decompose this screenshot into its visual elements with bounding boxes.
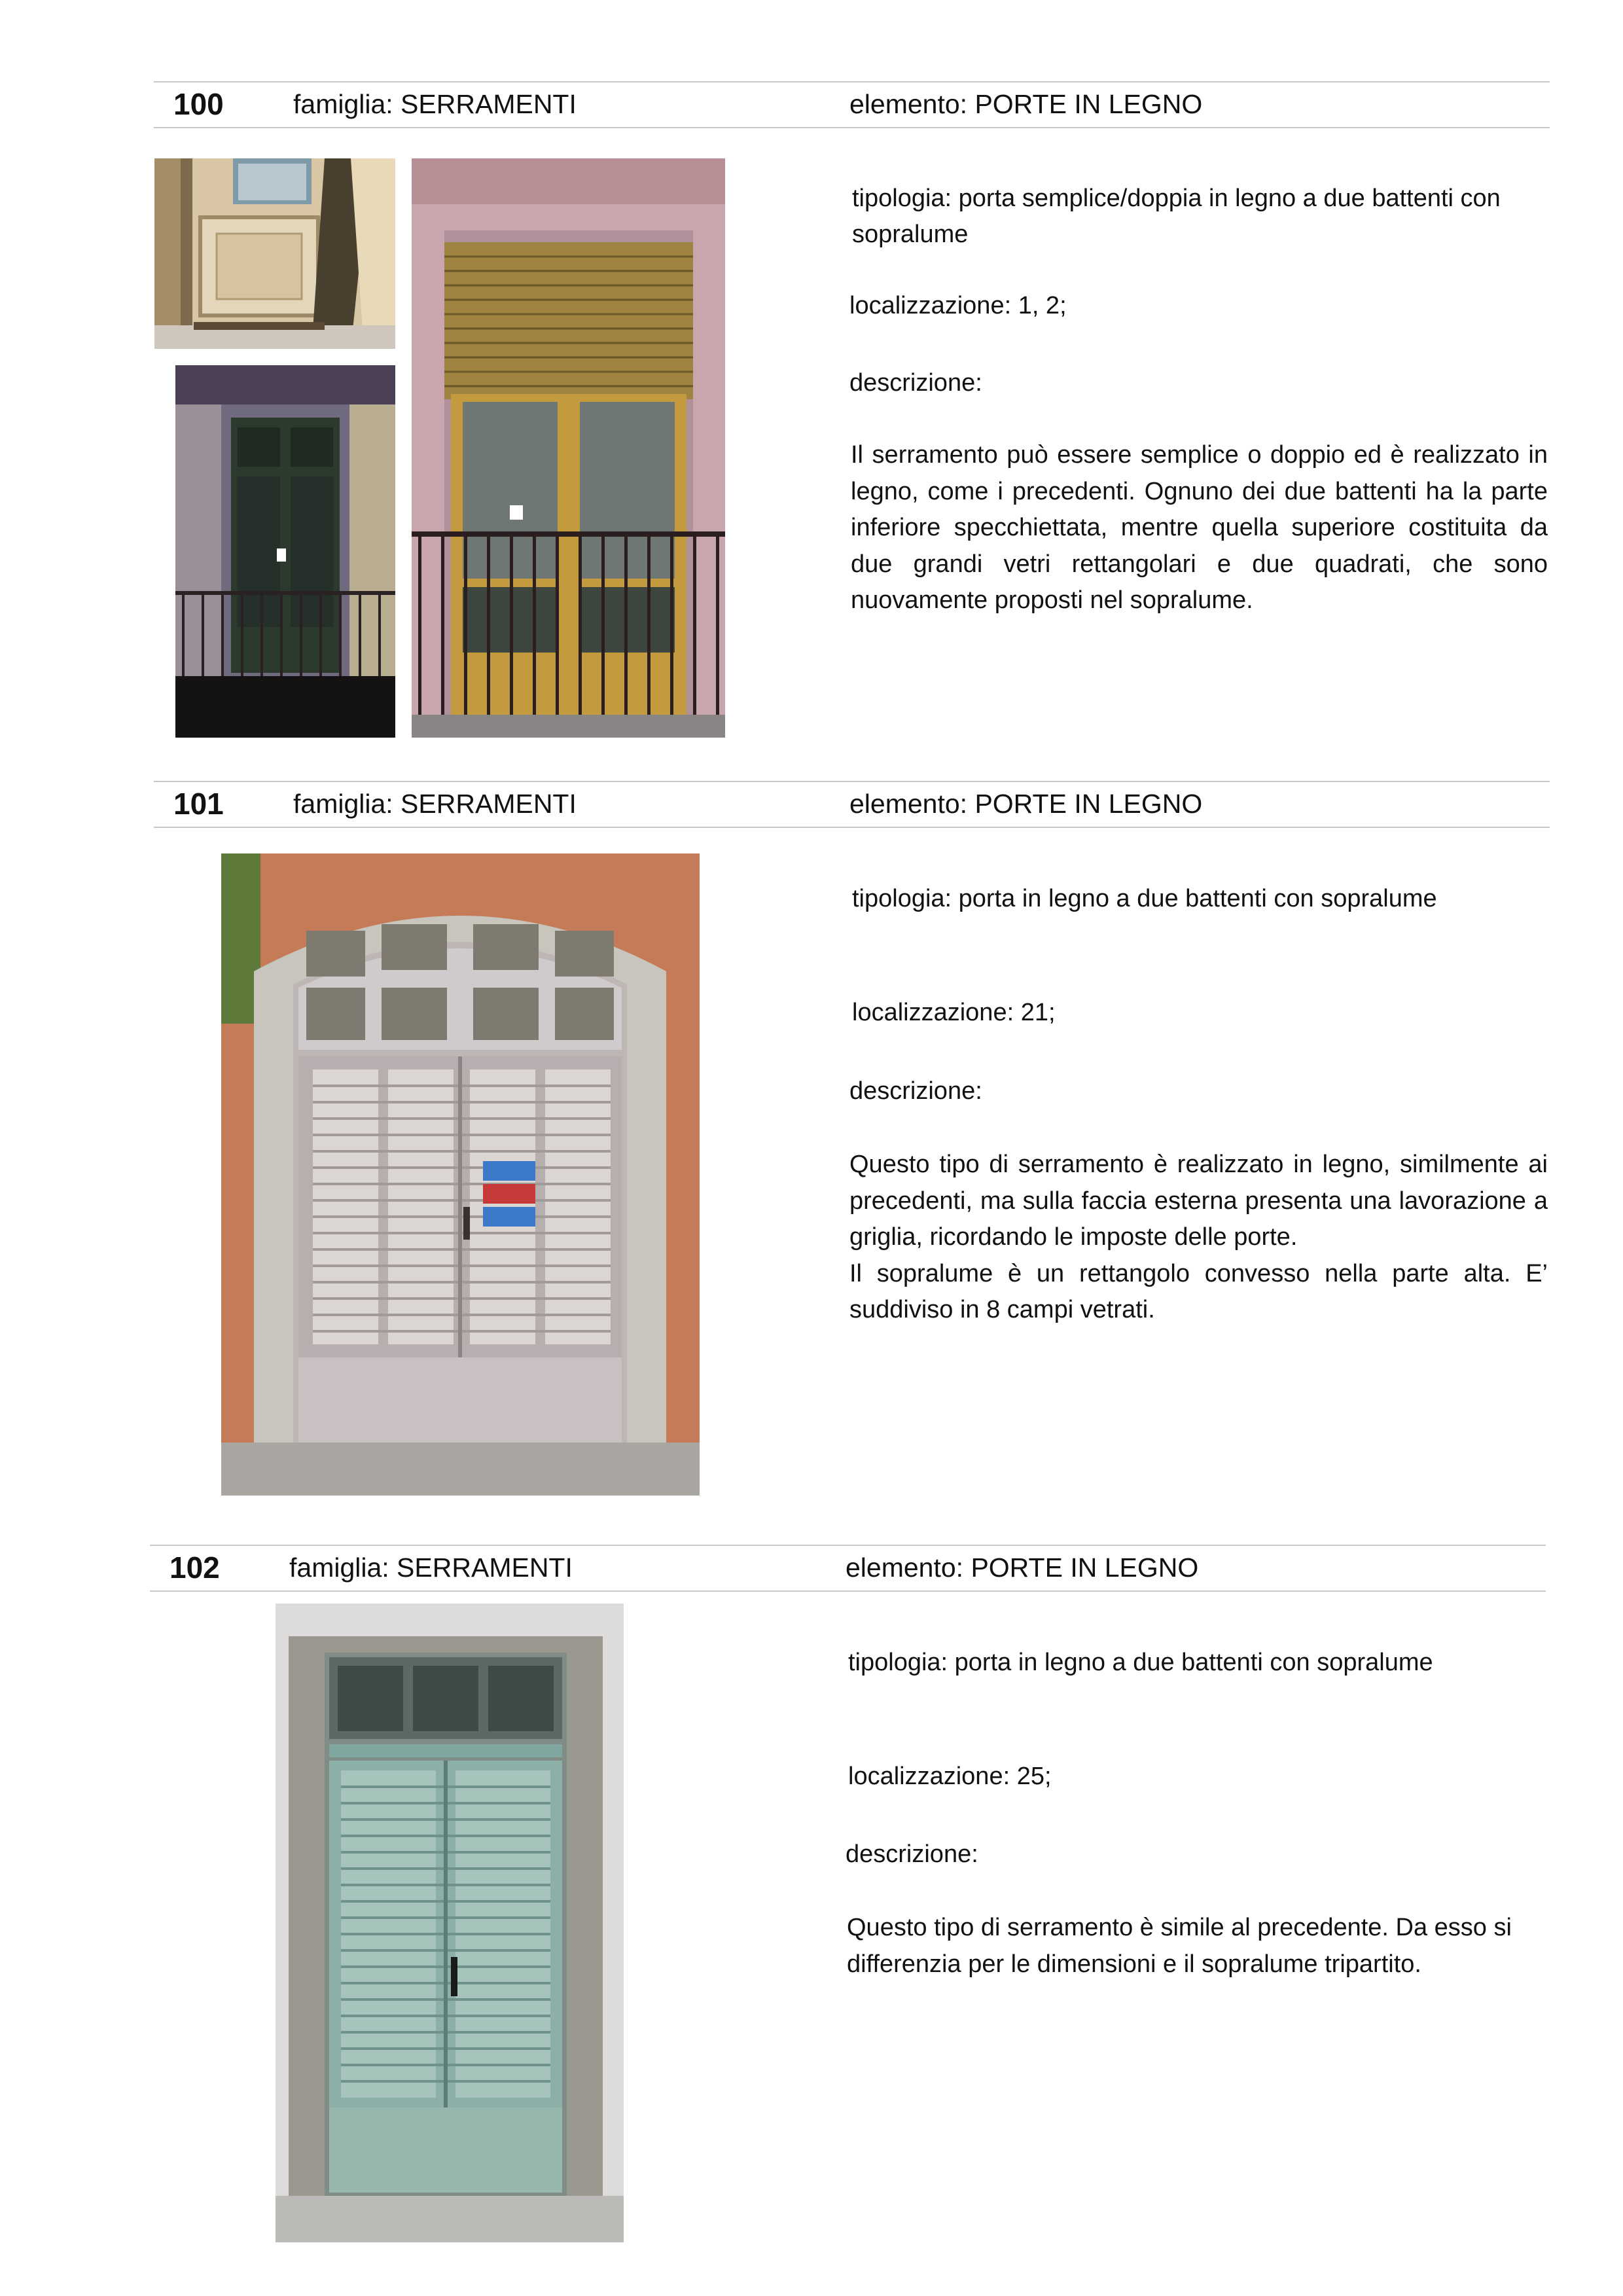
entry-101-bottom-rule	[154, 827, 1550, 828]
photo-balcony-door-small	[175, 365, 395, 738]
photo-louvered-door-arched	[221, 853, 700, 1496]
descrizione-paragraph: Questo tipo di serramento è realizzato in legno, similmente ai precedenti, ma sulla faccia esterna presenta una lavorazione a griglia, ricordando le imposte delle porte.	[849, 1151, 1548, 1251]
entry-number: 102	[169, 1551, 220, 1585]
family-label: famiglia: SERRAMENTI	[289, 1552, 573, 1583]
entry-number: 101	[173, 787, 224, 821]
localizzazione-text: localizzazione: 25;	[848, 1763, 1052, 1790]
descrizione-paragraph: Il sopralume è un rettangolo convesso nella parte alta. E’ suddiviso in 8 campi vetrati.	[849, 1259, 1548, 1323]
photo-balcony-door-large	[412, 158, 725, 738]
element-label: elemento: PORTE IN LEGNO	[846, 1552, 1199, 1583]
entry-100-bottom-rule	[154, 127, 1550, 128]
descrizione-paragraph: Il serramento può essere semplice o doppio ed è realizzato in legno, come i precedenti. Ognuno dei due battenti ha la parte inferiore specchiettata, mentre quella superiore costituita da due grandi vetri rettangolari e due quadrati, che sono nuovamente proposti nel sopralume.	[851, 441, 1548, 614]
tipologia-text: tipologia: porta in legno a due battenti con sopralume	[852, 885, 1437, 912]
descrizione-label: descrizione:	[849, 1077, 982, 1105]
localizzazione-text: localizzazione: 1, 2;	[849, 292, 1067, 319]
element-label: elemento: PORTE IN LEGNO	[849, 89, 1203, 119]
entry-100-top-rule	[154, 81, 1550, 82]
entry-101-top-rule	[154, 781, 1550, 782]
photo-green-louvered-door	[276, 1604, 624, 2242]
descrizione-paragraph: Questo tipo di serramento è simile al precedente. Da esso si differenzia per le dimensioni e il sopralume tripartito.	[847, 1914, 1512, 1978]
descrizione-label: descrizione:	[846, 1840, 978, 1868]
family-label: famiglia: SERRAMENTI	[293, 789, 577, 819]
element-label: elemento: PORTE IN LEGNO	[849, 789, 1203, 819]
entry-102-bottom-rule	[150, 1590, 1546, 1592]
descrizione-text	[851, 437, 1548, 619]
descrizione-text	[847, 1910, 1545, 1982]
family-label: famiglia: SERRAMENTI	[293, 89, 577, 119]
entry-102-top-rule	[150, 1545, 1546, 1546]
localizzazione-text: localizzazione: 21;	[852, 999, 1056, 1026]
descrizione-label: descrizione:	[849, 369, 982, 397]
tipologia-text: tipologia: porta in legno a due battenti con sopralume	[848, 1649, 1433, 1676]
tipologia-text: tipologia: porta semplice/doppia in legno a due battenti con sopralume	[852, 185, 1501, 248]
entry-number: 100	[173, 87, 224, 121]
photo-door-detail	[154, 158, 395, 349]
descrizione-text	[849, 1147, 1548, 1329]
